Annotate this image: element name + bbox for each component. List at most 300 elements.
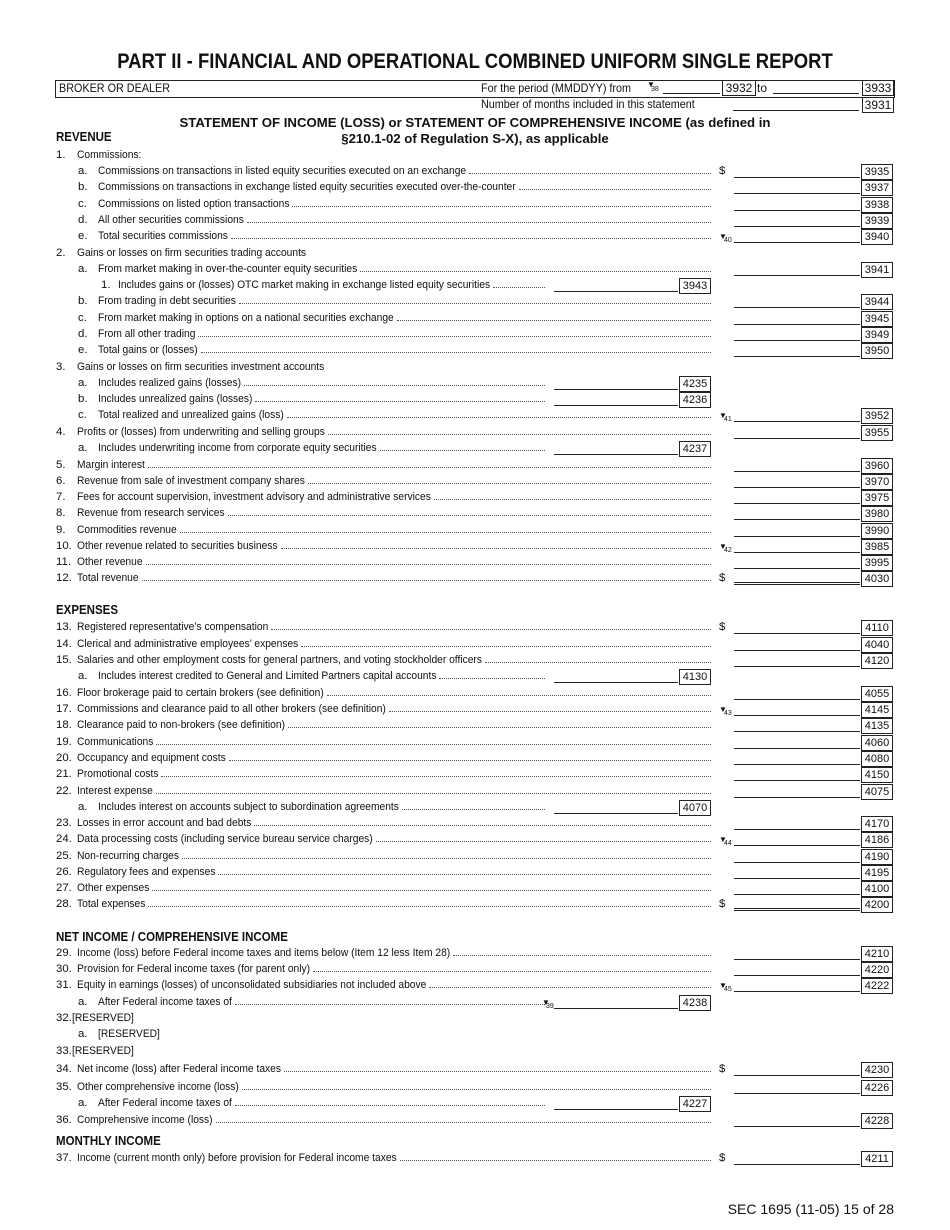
to-date-line[interactable] xyxy=(773,93,859,94)
row-label: [RESERVED] xyxy=(72,1012,134,1024)
amount-field[interactable] xyxy=(734,862,860,863)
sub-amount-field[interactable] xyxy=(554,682,678,683)
line-code: 3935 xyxy=(861,164,893,180)
amount-field[interactable] xyxy=(734,731,860,732)
form-row xyxy=(0,278,950,294)
row-subletter: e. xyxy=(78,344,88,356)
amount-field[interactable] xyxy=(734,519,860,520)
row-subletter: b. xyxy=(78,295,88,307)
row-label: From trading in debt securities xyxy=(98,295,236,307)
from-date-line[interactable] xyxy=(663,93,720,94)
line-code: 3985 xyxy=(861,539,893,555)
row-subletter: a. xyxy=(78,442,88,454)
leader-dots xyxy=(228,515,711,516)
row-label: Includes underwriting income from corporate equity securities xyxy=(98,442,377,454)
row-number: 27. xyxy=(56,882,72,894)
amount-field[interactable] xyxy=(734,568,860,569)
row-label: Non-recurring charges xyxy=(77,850,179,862)
leader-dots xyxy=(439,678,545,679)
line-code: 4150 xyxy=(861,767,893,783)
amount-field[interactable] xyxy=(734,1075,860,1076)
form-row xyxy=(0,229,950,245)
row-label: Comprehensive income (loss) xyxy=(77,1114,213,1126)
line-code: 4186 xyxy=(861,832,893,848)
leader-dots xyxy=(360,271,711,272)
row-label: Total gains or (losses) xyxy=(98,344,198,356)
sub-line-code: 4227 xyxy=(679,1096,711,1112)
line-code: 4200 xyxy=(861,897,893,913)
row-label: Gains or losses on firm securities trading accounts xyxy=(77,247,307,259)
row-subsubnumber: 1. xyxy=(101,279,111,291)
leader-dots xyxy=(201,352,711,353)
sub-line-code: 4130 xyxy=(679,669,711,685)
leader-dots xyxy=(216,1122,711,1123)
amount-field[interactable] xyxy=(734,666,860,667)
row-label: Commissions: xyxy=(77,149,142,161)
amount-field[interactable] xyxy=(734,242,860,243)
row-label: Margin interest xyxy=(77,459,145,471)
leader-dots xyxy=(328,434,711,435)
leader-dots xyxy=(156,744,711,745)
form-row xyxy=(0,311,950,327)
line-code: 4100 xyxy=(861,881,893,897)
row-number: 23. xyxy=(56,817,72,829)
form-row xyxy=(0,653,950,669)
amount-field[interactable] xyxy=(734,845,860,846)
row-label: Commissions and clearance paid to all other brokers (see definition) xyxy=(77,703,386,715)
form-row xyxy=(0,637,950,653)
form-row xyxy=(0,213,950,229)
row-label: From all other trading xyxy=(98,328,196,340)
row-number: 28. xyxy=(56,898,72,910)
statement-title-line1: STATEMENT OF INCOME (LOSS) or STATEMENT OF COMPREHENSIVE INCOME (as defined in xyxy=(179,115,771,130)
marker-number: 43 xyxy=(724,710,732,717)
row-subletter: a. xyxy=(78,1097,88,1109)
amount-field[interactable] xyxy=(734,536,860,537)
amount-field[interactable] xyxy=(734,275,860,276)
row-subletter: c. xyxy=(78,312,87,324)
amount-field[interactable] xyxy=(734,991,860,992)
statement-title-line2: §210.1-02 of Regulation S-X), as applicable xyxy=(341,131,609,146)
leader-dots xyxy=(218,874,711,875)
row-label: Commissions on transactions in listed equity securities executed on an exchange xyxy=(98,165,467,177)
row-label: [RESERVED] xyxy=(98,1028,160,1040)
line-code: 4226 xyxy=(861,1080,893,1096)
footer-form-number: SEC 1695 (11-05) 15 of 28 xyxy=(727,1201,894,1217)
form-row xyxy=(0,343,950,359)
row-number: 36. xyxy=(56,1114,72,1126)
line-code: 4110 xyxy=(861,620,893,636)
form-row xyxy=(0,458,950,474)
row-subletter: e. xyxy=(78,230,88,242)
row-subletter: c. xyxy=(78,198,87,210)
amount-field[interactable] xyxy=(734,894,860,895)
section-revenue: REVENUE xyxy=(56,130,112,144)
form-row xyxy=(0,392,950,408)
section-monthly-income: MONTHLY INCOME xyxy=(56,1134,161,1148)
from-code: 3932 xyxy=(722,80,756,96)
row-label: Net income (loss) after Federal income taxes xyxy=(77,1063,281,1075)
line-code: 3941 xyxy=(861,262,893,278)
sub-line-code: 4070 xyxy=(679,800,711,816)
row-number: 19. xyxy=(56,736,72,748)
amount-field[interactable] xyxy=(734,764,860,765)
leader-dots xyxy=(453,955,711,956)
months-label: Number of months included in this statement xyxy=(481,97,695,111)
amount-field[interactable] xyxy=(734,1126,860,1127)
line-code: 3949 xyxy=(861,327,893,343)
row-label: Losses in error account and bad debts xyxy=(77,817,252,829)
amount-field[interactable] xyxy=(734,193,860,194)
marker-number: 40 xyxy=(724,237,732,244)
line-code: 4222 xyxy=(861,978,893,994)
line-code: 4230 xyxy=(861,1062,893,1078)
row-number: 37. xyxy=(56,1152,72,1164)
statement-title xyxy=(150,115,800,147)
amount-field[interactable] xyxy=(734,177,860,178)
row-number: 18. xyxy=(56,719,72,731)
marker-number: 39 xyxy=(546,1003,554,1010)
line-code: 4195 xyxy=(861,865,893,881)
leader-dots xyxy=(152,890,711,891)
leader-dots xyxy=(148,906,711,907)
dollar-sign: $ xyxy=(719,165,726,177)
form-row xyxy=(0,490,950,506)
sub-line-code: 4237 xyxy=(679,441,711,457)
amount-field[interactable] xyxy=(734,340,860,341)
amount-field[interactable] xyxy=(734,421,860,422)
form-row xyxy=(0,474,950,490)
marker-number: 45 xyxy=(724,986,732,993)
amount-field[interactable] xyxy=(734,633,860,634)
form-row xyxy=(0,294,950,310)
line-code: 3980 xyxy=(861,506,893,522)
form-row xyxy=(0,1044,950,1060)
leader-dots xyxy=(308,483,711,484)
row-label: Total realized and unrealized gains (loss) xyxy=(98,409,284,421)
sub-amount-field[interactable] xyxy=(554,454,678,455)
row-label: All other securities commissions xyxy=(98,214,244,226)
leader-dots xyxy=(235,1004,545,1005)
amount-field[interactable] xyxy=(734,908,860,911)
row-number: 17. xyxy=(56,703,72,715)
row-label: Total securities commissions xyxy=(98,230,228,242)
leader-dots xyxy=(244,385,545,386)
sub-amount-field[interactable] xyxy=(554,291,678,292)
row-label: Revenue from sale of investment company shares xyxy=(77,475,305,487)
row-label: Clerical and administrative employees’ expenses xyxy=(77,638,299,650)
line-code: 3939 xyxy=(861,213,893,229)
leader-dots xyxy=(301,646,711,647)
row-number: 7. xyxy=(56,491,66,503)
leader-dots xyxy=(485,662,711,663)
leader-dots xyxy=(287,417,711,418)
amount-field[interactable] xyxy=(734,1093,860,1094)
row-subletter: a. xyxy=(78,670,88,682)
to-code: 3933 xyxy=(862,80,894,96)
form-row xyxy=(0,669,950,685)
dollar-sign: $ xyxy=(719,621,726,633)
amount-field[interactable] xyxy=(734,829,860,830)
form-row xyxy=(0,246,950,262)
leader-dots xyxy=(389,711,711,712)
row-label: Registered representative’s compensation xyxy=(77,621,269,633)
marker-icon: ▼ xyxy=(719,542,727,551)
row-label: Revenue from research services xyxy=(77,507,225,519)
row-subletter: a. xyxy=(78,165,88,177)
line-code: 3938 xyxy=(861,197,893,213)
line-code: 3990 xyxy=(861,523,893,539)
leader-dots xyxy=(284,1071,711,1072)
dollar-sign: $ xyxy=(719,1063,726,1075)
amount-field[interactable] xyxy=(734,715,860,716)
sub-line-code: 4236 xyxy=(679,392,711,408)
line-code: 3970 xyxy=(861,474,893,490)
amount-field[interactable] xyxy=(734,780,860,781)
leader-dots xyxy=(271,629,711,630)
marker-icon: ▼ xyxy=(719,232,727,241)
form-row xyxy=(0,832,950,848)
amount-field[interactable] xyxy=(734,503,860,504)
sub-line-code: 4238 xyxy=(679,995,711,1011)
line-code: 3995 xyxy=(861,555,893,571)
row-number: 20. xyxy=(56,752,72,764)
row-label: From market making in over-the-counter equity securities xyxy=(98,263,358,275)
row-label: Other revenue related to securities business xyxy=(77,540,278,552)
sub-line-code: 3943 xyxy=(679,278,711,294)
form-row xyxy=(0,262,950,278)
row-number: 31. xyxy=(56,979,72,991)
row-number: 16. xyxy=(56,687,72,699)
leader-dots xyxy=(400,1160,711,1161)
amount-field[interactable] xyxy=(734,959,860,960)
sub-amount-field[interactable] xyxy=(554,1109,678,1110)
line-code: 4080 xyxy=(861,751,893,767)
marker-icon: ▼ xyxy=(542,998,550,1007)
line-code: 4211 xyxy=(861,1151,893,1167)
row-label: Includes interest credited to General and Limited Partners capital accounts xyxy=(98,670,437,682)
leader-dots xyxy=(254,825,711,826)
row-subletter: a. xyxy=(78,996,88,1008)
line-code: 3955 xyxy=(861,425,893,441)
period-marker-number: 38 xyxy=(651,86,659,93)
leader-dots xyxy=(402,809,545,810)
amount-field[interactable] xyxy=(734,307,860,308)
form-row xyxy=(0,523,950,539)
sub-amount-field[interactable] xyxy=(554,405,678,406)
form-row xyxy=(0,539,950,555)
row-label: Regulatory fees and expenses xyxy=(77,866,216,878)
leader-dots xyxy=(231,238,711,239)
section-net-income: NET INCOME / COMPREHENSIVE INCOME xyxy=(56,930,288,944)
row-number: 14. xyxy=(56,638,72,650)
row-label: Income (loss) before Federal income taxes and items below (Item 12 less Item 28) xyxy=(77,947,451,959)
row-label: Other comprehensive income (loss) xyxy=(77,1081,239,1093)
form-row xyxy=(0,327,950,343)
page-title: PART II - FINANCIAL AND OPERATIONAL COMBINED UNIFORM SINGLE REPORT xyxy=(117,50,833,73)
row-label: Promotional costs xyxy=(77,768,159,780)
row-label: Salaries and other employment costs for general partners, and voting stockholder officers xyxy=(77,654,482,666)
row-number: 8. xyxy=(56,507,66,519)
form-row xyxy=(0,1080,950,1096)
line-code: 3950 xyxy=(861,343,893,359)
form-row xyxy=(0,1011,950,1027)
row-number: 13. xyxy=(56,621,72,633)
row-subletter: b. xyxy=(78,181,88,193)
marker-icon: ▼ xyxy=(719,411,727,420)
row-label: Floor brokerage paid to certain brokers (see definition) xyxy=(77,687,324,699)
months-line[interactable] xyxy=(733,110,859,111)
row-label: Includes gains or (losses) OTC market making in exchange listed equity securities xyxy=(118,279,491,291)
marker-number: 44 xyxy=(724,840,732,847)
row-number: 9. xyxy=(56,524,66,536)
form-row xyxy=(0,441,950,457)
row-number: 2. xyxy=(56,247,66,259)
header-box xyxy=(55,80,895,98)
form-row xyxy=(0,881,950,897)
form-row xyxy=(0,767,950,783)
form-row xyxy=(0,686,950,702)
line-code: 4030 xyxy=(861,571,893,587)
row-label: Total revenue xyxy=(77,572,139,584)
line-code: 4145 xyxy=(861,702,893,718)
form-row xyxy=(0,180,950,196)
leader-dots xyxy=(229,760,711,761)
leader-dots xyxy=(142,580,711,581)
row-label: Commodities revenue xyxy=(77,524,177,536)
row-label: [RESERVED] xyxy=(72,1045,134,1057)
row-number: 11. xyxy=(56,556,71,568)
form-row xyxy=(0,620,950,636)
leader-dots xyxy=(434,499,711,500)
row-label: Interest expense xyxy=(77,785,153,797)
row-number: 15. xyxy=(56,654,72,666)
leader-dots xyxy=(148,467,711,468)
leader-dots xyxy=(146,564,711,565)
leader-dots xyxy=(397,320,711,321)
amount-field[interactable] xyxy=(734,226,860,227)
row-number: 5. xyxy=(56,459,66,471)
form-row xyxy=(0,506,950,522)
sub-amount-field[interactable] xyxy=(554,813,678,814)
form-row xyxy=(0,148,950,164)
amount-field[interactable] xyxy=(734,797,860,798)
sub-amount-field[interactable] xyxy=(554,389,678,390)
row-number: 12. xyxy=(56,572,72,584)
amount-field[interactable] xyxy=(734,582,860,585)
months-code: 3931 xyxy=(862,97,894,113)
sub-amount-field[interactable] xyxy=(554,1008,678,1009)
amount-field[interactable] xyxy=(734,748,860,749)
amount-field[interactable] xyxy=(734,699,860,700)
row-number: 29. xyxy=(56,947,72,959)
leader-dots xyxy=(380,450,545,451)
row-number: 30. xyxy=(56,963,72,975)
row-label: Fees for account supervision, investment advisory and administrative services xyxy=(77,491,431,503)
row-number: 24. xyxy=(56,833,72,845)
line-code: 3944 xyxy=(861,294,893,310)
row-label: Commissions on transactions in exchange listed equity securities executed over-the-counter xyxy=(98,181,516,193)
leader-dots xyxy=(235,1105,545,1106)
section-expenses: EXPENSES xyxy=(56,603,118,617)
row-label: Commissions on listed option transactions xyxy=(98,198,290,210)
leader-dots xyxy=(292,206,711,207)
amount-field[interactable] xyxy=(734,552,860,553)
dollar-sign: $ xyxy=(719,898,726,910)
amount-field[interactable] xyxy=(734,324,860,325)
row-label: Data processing costs (including service bureau service charges) xyxy=(77,833,373,845)
amount-field[interactable] xyxy=(734,210,860,211)
row-number: 4. xyxy=(56,426,66,438)
form-row xyxy=(0,571,950,587)
line-code: 3975 xyxy=(861,490,893,506)
row-label: Occupancy and equipment costs xyxy=(77,752,226,764)
form-row xyxy=(0,376,950,392)
amount-field[interactable] xyxy=(734,356,860,357)
row-label: Clearance paid to non-brokers (see definition) xyxy=(77,719,285,731)
leader-dots xyxy=(182,858,711,859)
row-label: Includes unrealized gains (losses) xyxy=(98,393,253,405)
line-code: 4040 xyxy=(861,637,893,653)
amount-field[interactable] xyxy=(734,650,860,651)
amount-field[interactable] xyxy=(734,1164,860,1165)
line-code: 4210 xyxy=(861,946,893,962)
row-label: Other expenses xyxy=(77,882,150,894)
amount-field[interactable] xyxy=(734,975,860,976)
marker-number: 41 xyxy=(724,416,732,423)
row-number: 25. xyxy=(56,850,72,862)
line-code: 4120 xyxy=(861,653,893,669)
row-subletter: a. xyxy=(78,1028,88,1040)
line-code: 4135 xyxy=(861,718,893,734)
row-label: Profits or (losses) from underwriting and selling groups xyxy=(77,426,325,438)
row-subletter: a. xyxy=(78,263,88,275)
line-code: 3960 xyxy=(861,458,893,474)
row-label: After Federal income taxes of xyxy=(98,996,232,1008)
form-row xyxy=(0,1151,950,1167)
form-row xyxy=(0,1096,950,1112)
form-row xyxy=(0,849,950,865)
row-label: From market making in options on a national securities exchange xyxy=(98,312,394,324)
amount-field[interactable] xyxy=(734,438,860,439)
to-label: to xyxy=(757,81,768,95)
line-code: 3945 xyxy=(861,311,893,327)
period-marker-icon: ▼ xyxy=(647,80,655,89)
line-code: 3937 xyxy=(861,180,893,196)
row-subletter: b. xyxy=(78,393,88,405)
amount-field[interactable] xyxy=(734,471,860,472)
row-label: Gains or losses on firm securities investment accounts xyxy=(77,361,325,373)
form-row xyxy=(0,897,950,913)
form-row xyxy=(0,702,950,718)
leader-dots xyxy=(288,727,711,728)
form-row xyxy=(0,735,950,751)
row-label: Communications xyxy=(77,736,154,748)
form-row xyxy=(0,197,950,213)
broker-label: BROKER OR DEALER xyxy=(59,81,171,95)
row-label: Equity in earnings (losses) of unconsolidated subsidiaries not included above xyxy=(77,979,427,991)
leader-dots xyxy=(180,532,711,533)
amount-field[interactable] xyxy=(734,487,860,488)
amount-field[interactable] xyxy=(734,878,860,879)
form-row xyxy=(0,425,950,441)
marker-icon: ▼ xyxy=(719,981,727,990)
leader-dots xyxy=(469,173,711,174)
row-number: 1. xyxy=(56,149,66,161)
form-row xyxy=(0,946,950,962)
line-code: 3952 xyxy=(861,408,893,424)
form-row xyxy=(0,978,950,994)
